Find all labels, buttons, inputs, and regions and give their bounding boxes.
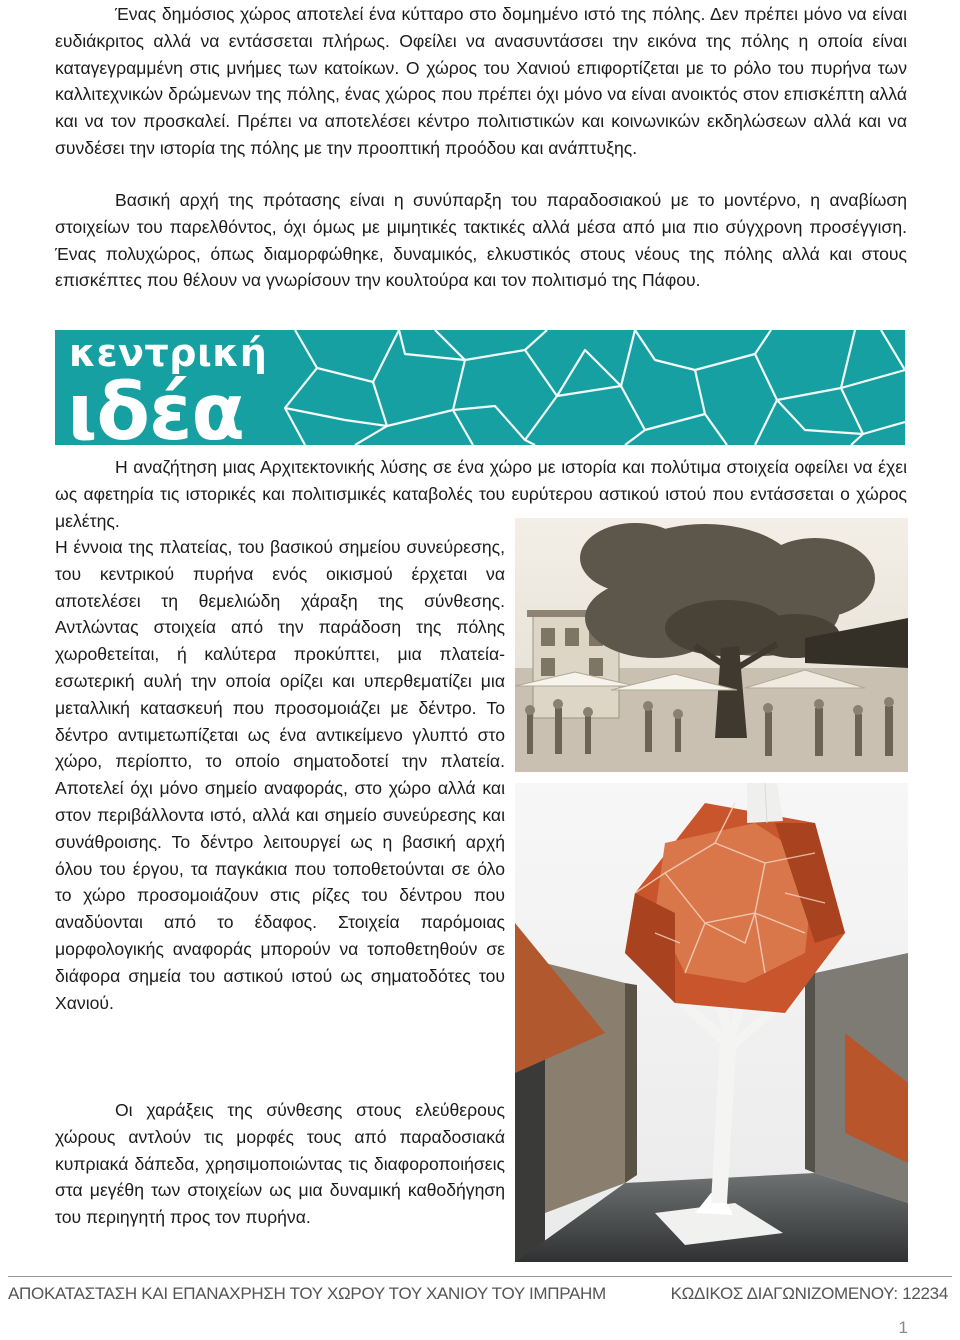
footer-competitor-code: ΚΩΔΙΚΟΣ ΔΙΑΓΩΝΙΖΟΜΕΝΟΥ: 12234: [670, 1284, 948, 1303]
search-paragraph: Η αναζήτηση μιας Αρχιτεκτονικής λύσης σε ένα χώρο με ιστορία και πολύτιμα στοιχεία οφείλει να έχει ως αφετηρία τις ιστορικές και πολιτισμικές καταβολές του ευρύτερου αστικού ιστού που εντάσσεται ο χώρος μελέτης.: [55, 457, 907, 531]
banner-title-line2: ιδέα: [67, 368, 244, 445]
metal-tree-render: [515, 783, 908, 1262]
intro-paragraph: Ένας δημόσιος χώρος αποτελεί ένα κύτταρο στο δομημένο ιστό της πόλης. Δεν πρέπει μόνο να είναι ευδιάκριτος αλλά να εντάσσεται πλήρως. Οφείλει να ανασυντάσσει την εικόνα της πόλης η οποία είναι καταγεγραμμένη στις μνήμες των κατοίκων. Ο χώρος του Χανιού επιφορτίζεται με το ρόλο του πυρήνα των καλλιτεχνικών δρώμενων της πόλης, ένας χώρος που πρέπει όχι μόνο να είναι ανοικτός στον επισκέπτη αλλά και να τον προσκαλεί. Πρέπει να αποτελέσει κέντρο πολιτιστικών και κοινωνικών εκδηλώσεων αλλά και να συνδέσει την ιστορία της πόλης με την προοπτική προόδου και ανάπτυξης.: [55, 4, 907, 158]
banner-title-line1: κεντρική: [69, 331, 268, 375]
footer-project-title: ΑΠΟΚΑΤΑΣΤΑΣΗ ΚΑΙ ΕΠΑΝΑΧΡΗΣΗ ΤΟΥ ΧΩΡΟΥ ΤΟΥ ΧΑΝΙΟΥ ΤΟΥ ΙΜΠΡΑΗΜ: [8, 1284, 606, 1303]
page-number: 1: [898, 1318, 908, 1337]
square-paragraph: Η έννοια της πλατείας, του βασικού σημείου συνεύρεσης, του κεντρικού πυρήνα ενός οικισμού έρχεται να αποτελέσει τη θεμελιώδη χάραξη της σύνθεσης. Αντλώντας στοιχεία από την παράδοση της πόλης χωροθετείται, ή καλύτερα προκύπτει, μια πλατεία-εσωτερική αυλή την οποία ορίζει και υπερθεματίζει μια μεταλλική κατασκευή που προσομοιάζει με δέντρο. Το δέντρο αντιμετωπίζεται ως ένα αντικείμενο γλυπτό στο χώρο, περίοπτο, το οποίο σηματοδοτεί την πλατεία. Αποτελεί όχι μόνο σημείο αναφοράς, στο χώρο αλλά και στον περιβάλλοντα ιστό, αλλά και σημείο συνεύρεσης και συνάθροισης. Το δέντρο λειτουργεί ως η βασική αρχή όλου του έργου, τα παγκάκια που τοποθετούνται σε όλο το χώρο προσομοιάζουν στις ρίζες του δέντρου που αναδύονται από το έδαφος. Στοιχεία παρόμοιας μορφολογικής αναφοράς μπορούν να τοποθετηθούν σε διάφορα σημεία του αστικού ιστού ως σηματοδότες του Χανιού.: [55, 537, 505, 1013]
central-idea-banner: [55, 330, 905, 445]
footer-divider: [8, 1276, 952, 1277]
plaza-tree-photo: [515, 518, 908, 772]
paths-paragraph: Οι χαράξεις της σύνθεσης στους ελεύθερους χώρους αντλούν τις μορφές τους από παραδοσιακά κυπριακά δάπεδα, χρησιμοποιώντας τις διαφοροποιήσεις στα μεγέθη των στοιχείων ως μια δυναμική καθοδήγηση του περιηγητή προς τον πυρήνα.: [55, 1100, 505, 1228]
principle-paragraph: Βασική αρχή της πρότασης είναι η συνύπαρξη του παραδοσιακού με το μοντέρνο, η αναβίωση στοιχείων του παρελθόντος, όχι όμως με μιμητικές τακτικές αλλά μέσα από μια πιο σύγχρονη προσέγγιση. Ένας πολυχώρος, όπως διαμορφώθηκε, δυναμικός, ελκυστικός στους νέους της πόλης αλλά και στους επισκέπτες που θέλουν να γνωρίσουν την κουλτούρα και τον πολιτισμό της Πάφου.: [55, 190, 907, 291]
